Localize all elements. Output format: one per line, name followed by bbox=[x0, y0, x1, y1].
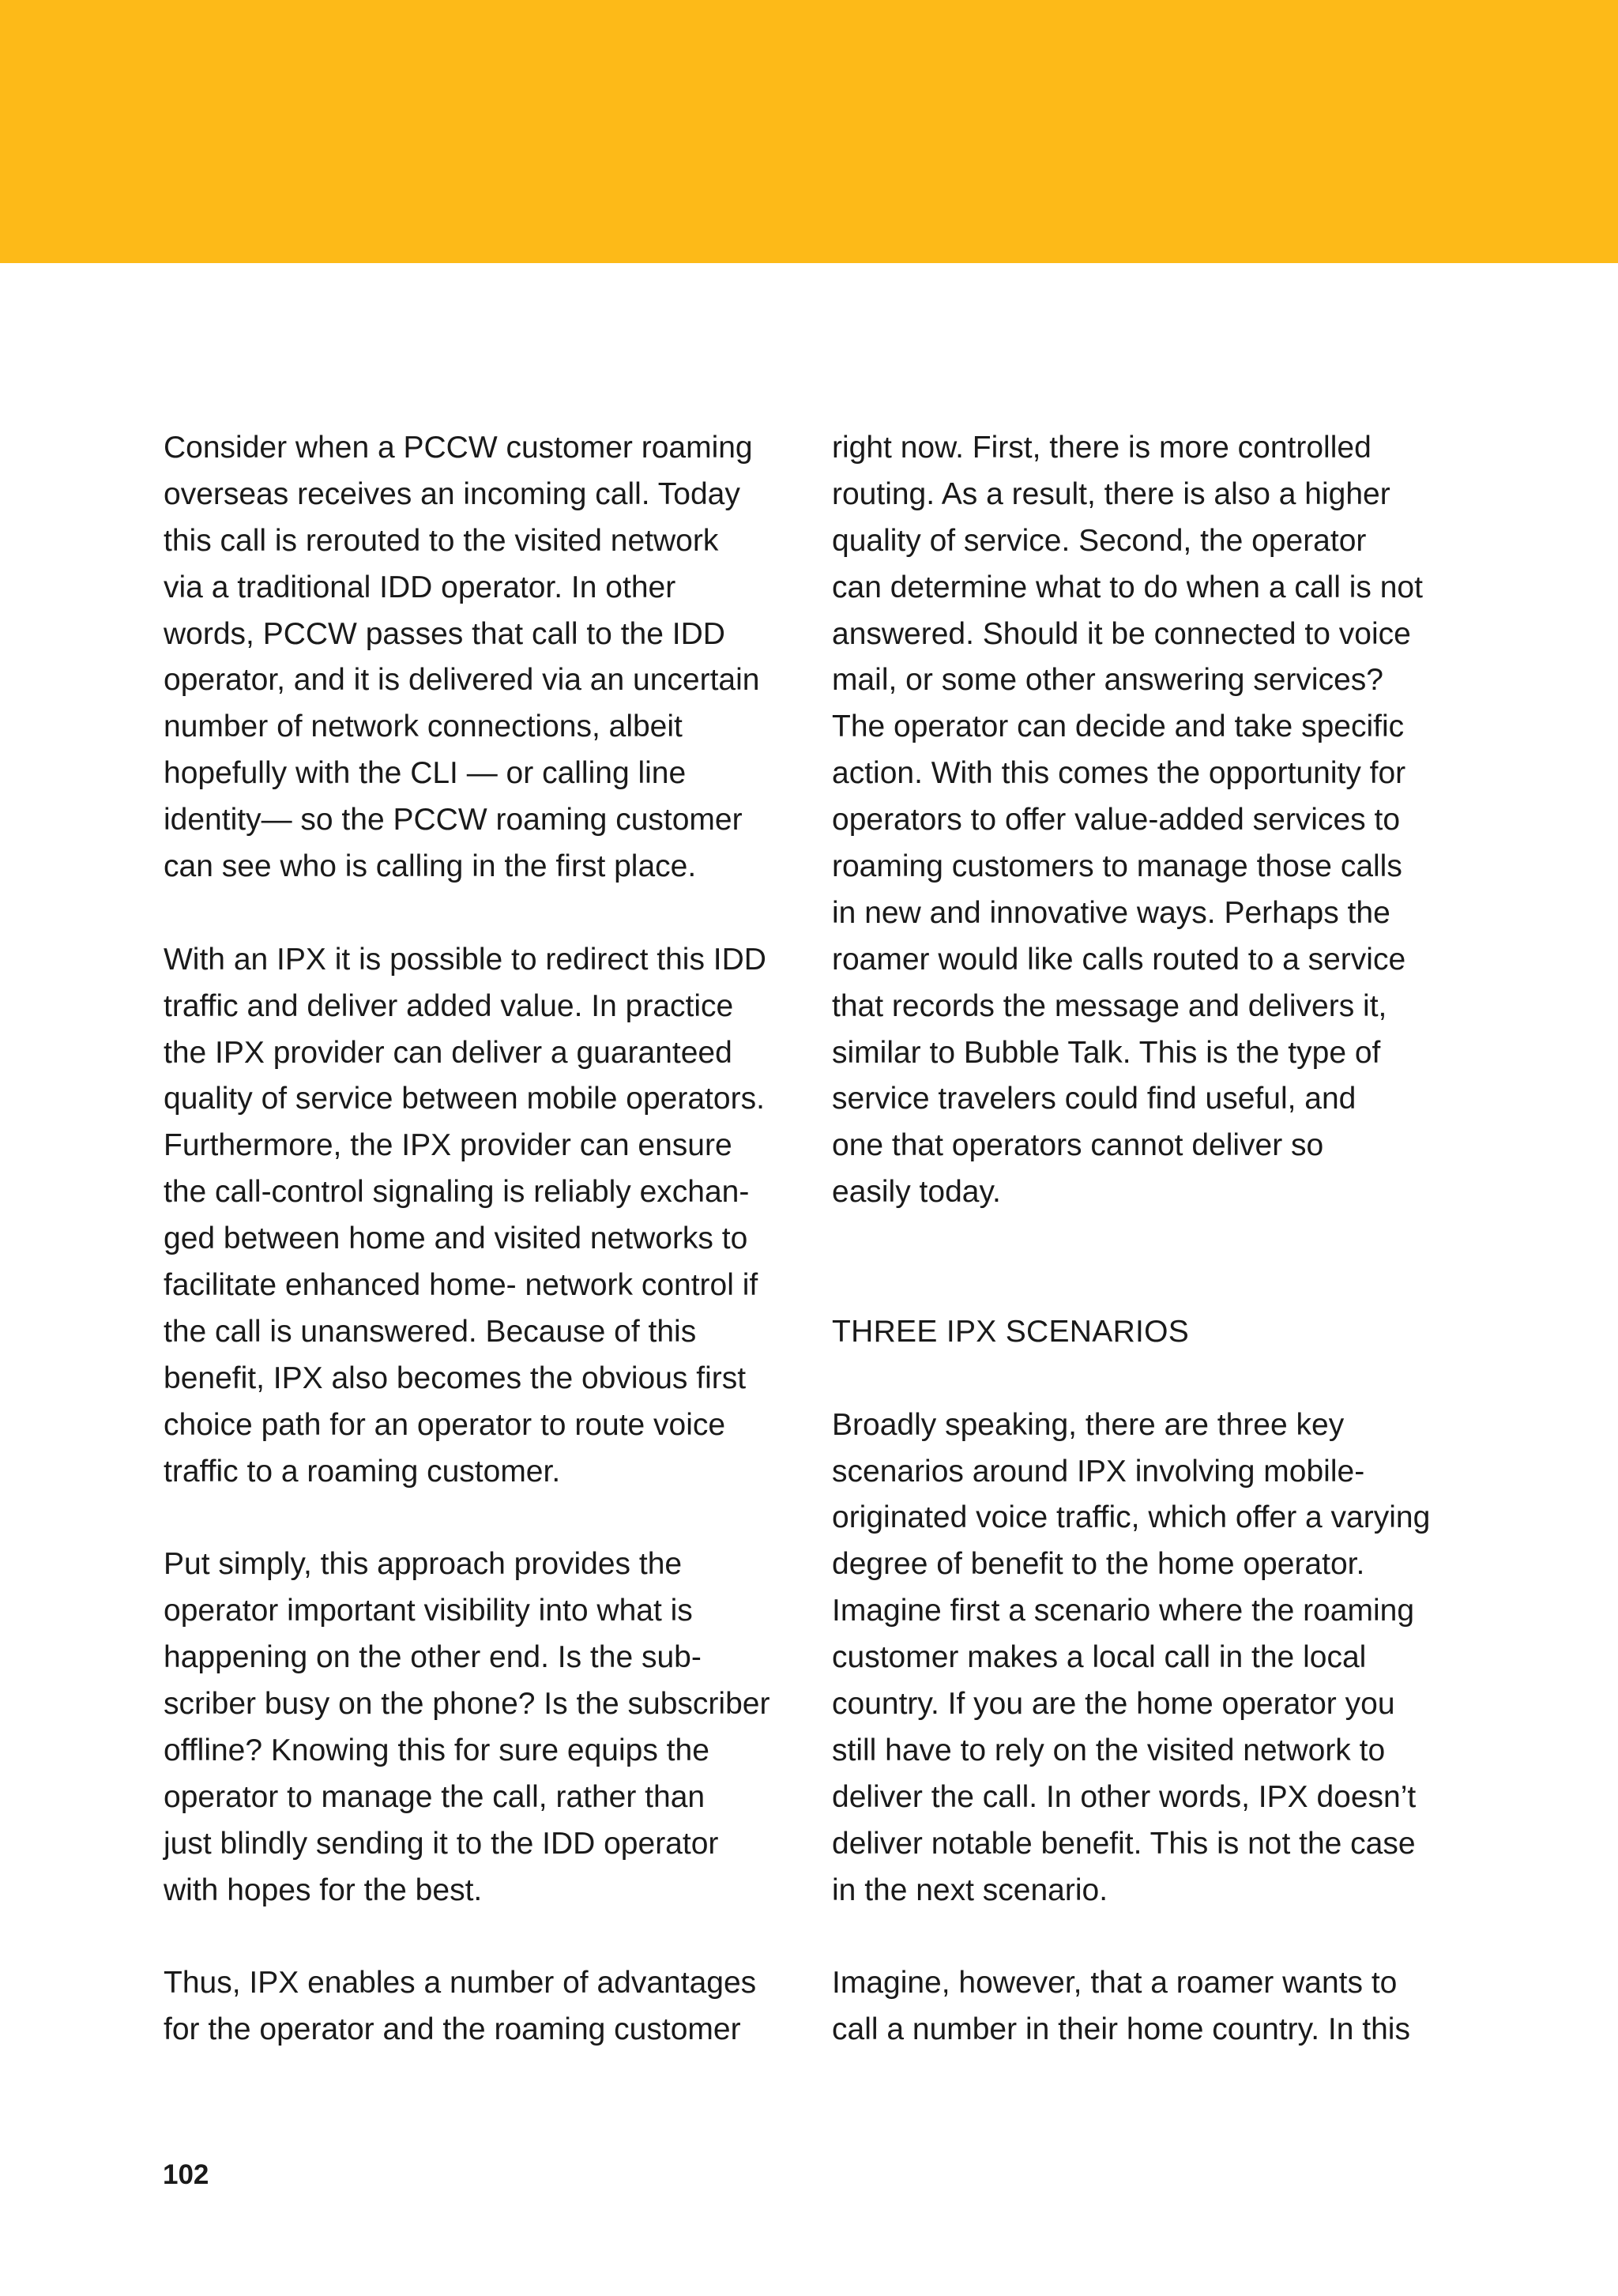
text-line: that records the message and delivers it, bbox=[832, 988, 1387, 1023]
right-paragraph-1 bbox=[832, 425, 1464, 1216]
header-color-band bbox=[0, 0, 1618, 263]
text-line: can see who is calling in the first place. bbox=[164, 849, 697, 884]
text-line: Imagine, however, that a roamer wants to bbox=[832, 1966, 1398, 2001]
text-line: mail, or some other answering services? bbox=[832, 663, 1383, 698]
text-line: routing. As a result, there is also a higher bbox=[832, 476, 1390, 511]
text-line: operator important visibility into what is bbox=[164, 1594, 693, 1628]
text-line: via a traditional IDD operator. In other bbox=[164, 570, 676, 604]
text-line: hopefully with the CLI — or calling line bbox=[164, 756, 687, 791]
text-line: country. If you are the home operator you bbox=[832, 1687, 1395, 1722]
text-line: the call is unanswered. Because of this bbox=[164, 1314, 697, 1349]
right-paragraph-2 bbox=[832, 1402, 1464, 1914]
text-line: the IPX provider can deliver a guaranteed bbox=[164, 1035, 732, 1070]
text-line: deliver the call. In other words, IPX doesn’t bbox=[832, 1779, 1417, 1814]
text-line: in the next scenario. bbox=[832, 1873, 1108, 1907]
text-line: traffic and deliver added value. In practice bbox=[164, 988, 734, 1023]
text-line: Consider when a PCCW customer roaming bbox=[164, 431, 753, 465]
text-line: scriber busy on the phone? Is the subscriber bbox=[164, 1687, 770, 1722]
text-line: scenarios around IPX involving mobile- bbox=[832, 1454, 1365, 1489]
text-line: facilitate enhanced home- network control if bbox=[164, 1268, 758, 1303]
text-line: offline? Knowing this for sure equips the bbox=[164, 1733, 709, 1767]
text-line: still have to rely on the visited network to bbox=[832, 1733, 1386, 1767]
text-line: identity— so the PCCW roaming customer bbox=[164, 803, 743, 837]
text-line: originated voice traffic, which offer a varying bbox=[832, 1500, 1431, 1535]
text-line: Broadly speaking, there are three key bbox=[832, 1407, 1345, 1442]
text-line: Imagine first a scenario where the roaming bbox=[832, 1594, 1415, 1628]
text-line: overseas receives an incoming call. Today bbox=[164, 476, 740, 511]
left-paragraph-1 bbox=[164, 425, 796, 890]
text-line: right now. First, there is more controlled bbox=[832, 431, 1372, 465]
text-line: this call is rerouted to the visited network bbox=[164, 523, 719, 558]
text-line: quality of service. Second, the operator bbox=[832, 523, 1367, 558]
text-line: action. With this comes the opportunity for bbox=[832, 756, 1406, 791]
text-line: for the operator and the roaming customer bbox=[164, 2012, 741, 2047]
text-line: quality of service between mobile operators. bbox=[164, 1082, 765, 1116]
text-line: With an IPX it is possible to redirect this IDD bbox=[164, 942, 766, 977]
text-line: deliver notable benefit. This is not the case bbox=[832, 1826, 1416, 1861]
text-line: The operator can decide and take specific bbox=[832, 710, 1405, 744]
text-line: number of network connections, albeit bbox=[164, 710, 683, 744]
left-paragraph-2 bbox=[164, 937, 796, 1496]
text-line: roaming customers to manage those calls bbox=[832, 849, 1402, 884]
text-line: with hopes for the best. bbox=[164, 1873, 483, 1907]
text-line: can determine what to do when a call is not bbox=[832, 570, 1423, 604]
text-line: Put simply, this approach provides the bbox=[164, 1547, 683, 1582]
text-line: roamer would like calls routed to a service bbox=[832, 942, 1406, 977]
text-line: customer makes a local call in the local bbox=[832, 1640, 1367, 1675]
text-line: choice path for an operator to route voice bbox=[164, 1407, 726, 1442]
text-line: degree of benefit to the home operator. bbox=[832, 1547, 1365, 1582]
left-text-column bbox=[164, 425, 796, 2053]
left-paragraph-4 bbox=[164, 1960, 796, 2053]
text-line: operators to offer value-added services to bbox=[832, 803, 1401, 837]
text-line: just blindly sending it to the IDD operator bbox=[164, 1826, 719, 1861]
text-line: traffic to a roaming customer. bbox=[164, 1454, 561, 1489]
text-line: similar to Bubble Talk. This is the type of bbox=[832, 1035, 1381, 1070]
text-line: operator to manage the call, rather than bbox=[164, 1779, 706, 1814]
text-line: Thus, IPX enables a number of advantages bbox=[164, 1966, 757, 2001]
left-paragraph-3 bbox=[164, 1541, 796, 1914]
text-line: one that operators cannot deliver so bbox=[832, 1128, 1324, 1163]
section-heading: THREE IPX SCENARIOS bbox=[832, 1314, 1190, 1349]
text-line: operator, and it is delivered via an uncertain bbox=[164, 663, 760, 698]
text-line: ged between home and visited networks to bbox=[164, 1221, 748, 1256]
text-line: the call-control signaling is reliably exchan- bbox=[164, 1175, 750, 1210]
text-line: Furthermore, the IPX provider can ensure bbox=[164, 1128, 732, 1163]
text-line: in new and innovative ways. Perhaps the bbox=[832, 895, 1390, 930]
text-line: answered. Should it be connected to voice bbox=[832, 616, 1411, 651]
right-paragraph-3 bbox=[832, 1960, 1464, 2053]
text-line: call a number in their home country. In this bbox=[832, 2012, 1410, 2047]
right-text-column bbox=[832, 425, 1464, 2053]
text-line: words, PCCW passes that call to the IDD bbox=[164, 616, 725, 651]
text-line: easily today. bbox=[832, 1175, 1001, 1210]
text-line: benefit, IPX also becomes the obvious first bbox=[164, 1361, 747, 1395]
text-line: happening on the other end. Is the sub- bbox=[164, 1640, 702, 1675]
text-line: service travelers could find useful, and bbox=[832, 1082, 1356, 1116]
page-number: 102 bbox=[163, 2159, 209, 2190]
